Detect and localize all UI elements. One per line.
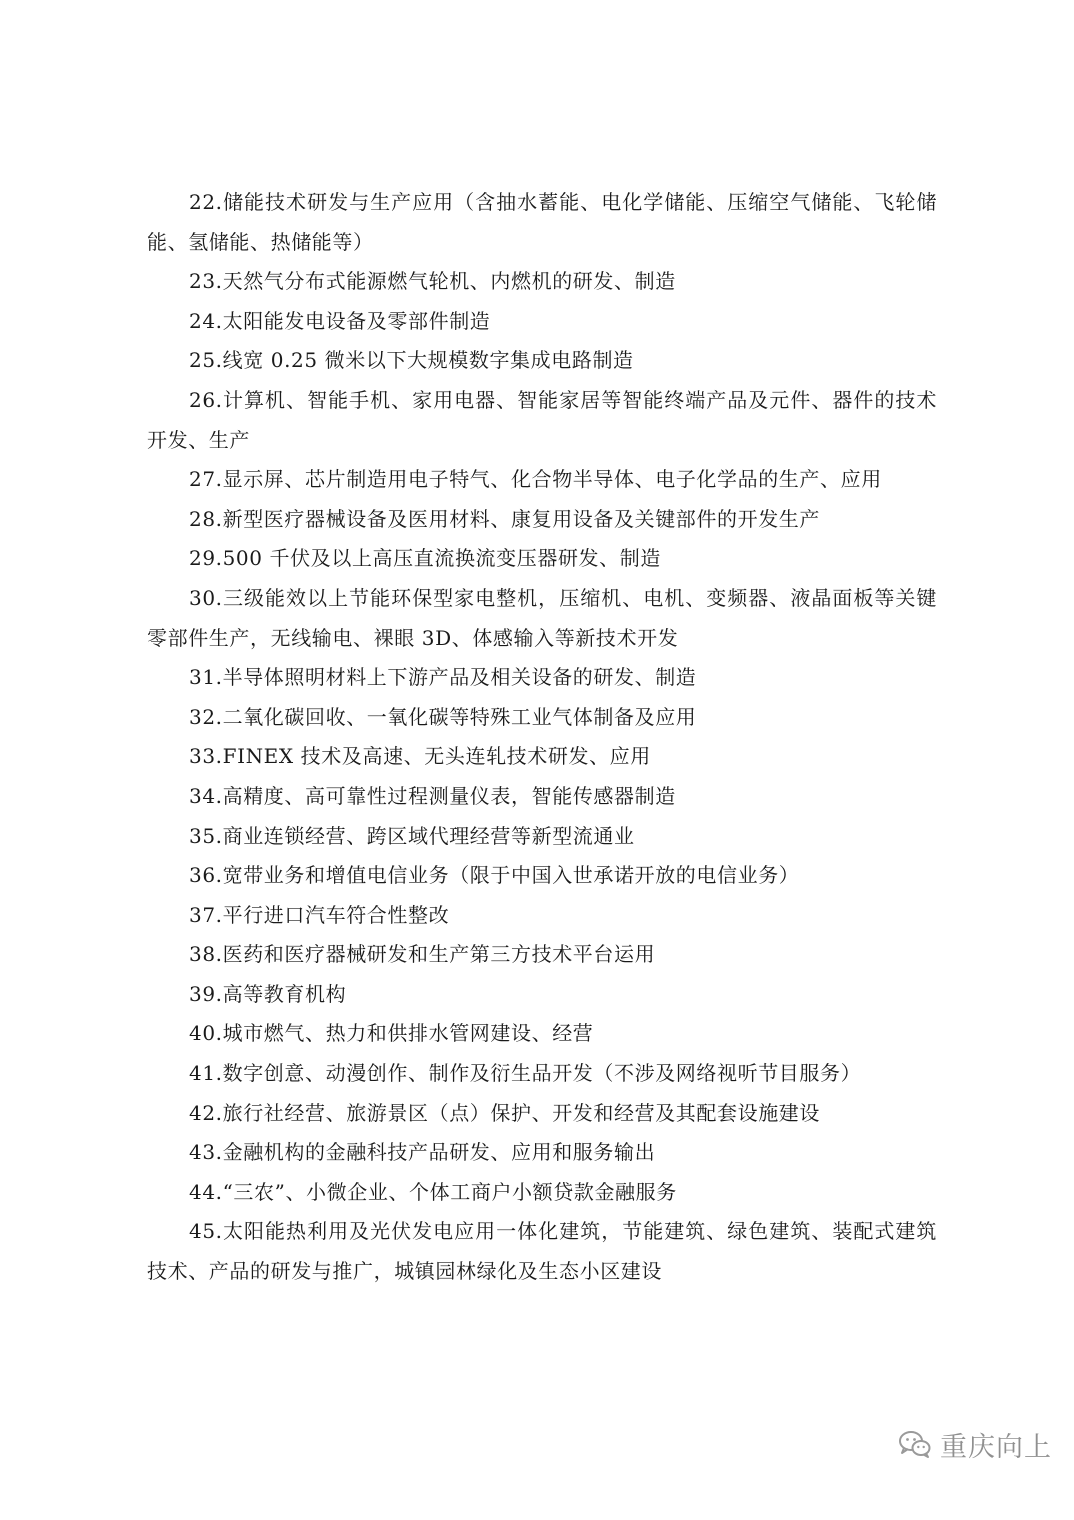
list-item: 32.二氧化碳回收、一氧化碳等特殊工业气体制备及应用 [189,704,697,729]
list-item: 43.金融机构的金融科技产品研发、应用和服务输出 [189,1140,656,1165]
watermark [898,1424,1052,1464]
wechat-icon [898,1429,932,1459]
list-item: 27.显示屏、芯片制造用电子特气、化合物半导体、电子化学品的生产、应用 [189,467,882,492]
list-item: 40.城市燃气、热力和供排水管网建设、经营 [189,1021,594,1046]
list-item: 45.太阳能热利用及光伏发电应用一体化建筑，节能建筑、绿色建筑、装配式建筑技术、产品的研发与推广，城镇园林绿化及生态小区建设 [147,1219,937,1284]
list-item: 35.商业连锁经营、跨区域代理经营等新型流通业 [189,823,635,848]
list-item: 29.500 千伏及以上高压直流换流变压器研发、制造 [189,546,661,571]
list-item: 44.“三农”、小微企业、个体工商户小额贷款金融服务 [189,1179,677,1204]
list-item: 30.三级能效以上节能环保型家电整机，压缩机、电机、变频器、液晶面板等关键零部件生产，无线输电、裸眼 3D、体感输入等新技术开发 [147,585,937,650]
list-item: 25.线宽 0.25 微米以下大规模数字集成电路制造 [189,348,634,373]
watermark-text: 重庆向上 [940,1431,1052,1463]
list-item: 36.宽带业务和增值电信业务（限于中国入世承诺开放的电信业务） [189,863,800,888]
list-item: 24.太阳能发电设备及零部件制造 [189,308,491,333]
list-item: 41.数字创意、动漫创作、制作及衍生品开发（不涉及网络视听节目服务） [189,1061,862,1086]
list-item: 26.计算机、智能手机、家用电器、智能家居等智能终端产品及元件、器件的技术开发、生产 [147,387,937,452]
list-item: 42.旅行社经营、旅游景区（点）保护、开发和经营及其配套设施建设 [189,1100,821,1125]
list-item: 37.平行进口汽车符合性整改 [189,902,450,927]
list-item: 38.医药和医疗器械研发和生产第三方技术平台运用 [189,942,656,967]
list-item: 34.高精度、高可靠性过程测量仪表，智能传感器制造 [189,783,676,808]
list-item: 28.新型医疗器械设备及医用材料、康复用设备及关键部件的开发生产 [189,506,821,531]
list-item: 22.储能技术研发与生产应用（含抽水蓄能、电化学储能、压缩空气储能、飞轮储能、氢储能、热储能等） [147,190,937,254]
list-item: 23.天然气分布式能源燃气轮机、内燃机的研发、制造 [189,269,676,294]
document-body [147,183,937,1292]
list-item: 33.FINEX 技术及高速、无头连轧技术研发、应用 [189,744,651,769]
list-item: 39.高等教育机构 [189,981,347,1006]
list-item: 31.半导体照明材料上下游产品及相关设备的研发、制造 [189,665,697,690]
